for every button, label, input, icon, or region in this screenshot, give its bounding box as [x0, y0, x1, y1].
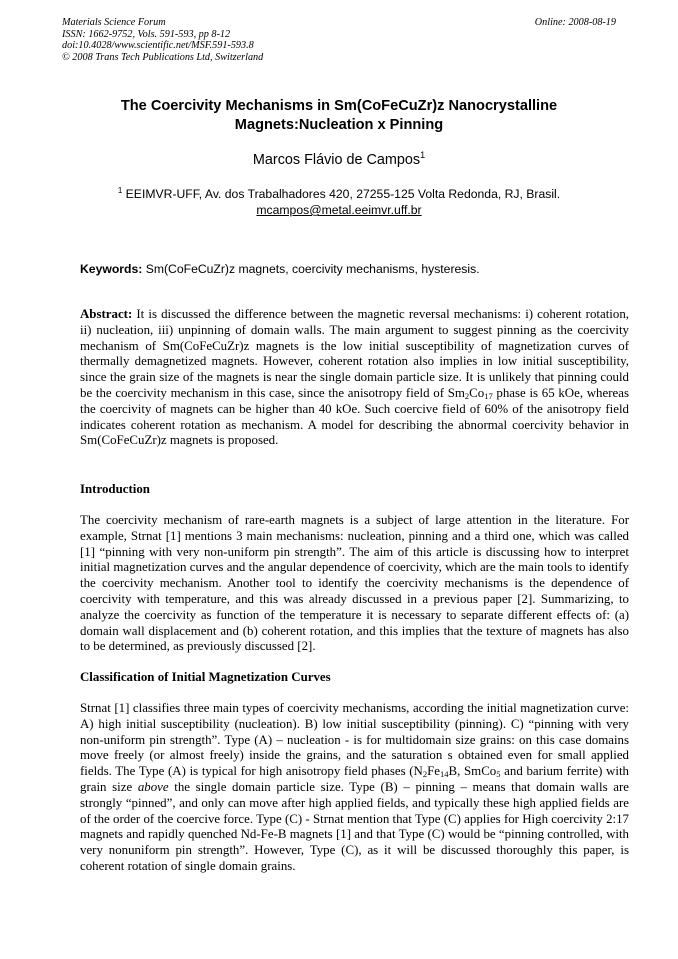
abstract-label: Abstract: [80, 307, 133, 321]
journal-name: Materials Science Forum [62, 17, 166, 28]
classification-text-2: Fe [427, 764, 441, 779]
affiliation [62, 183, 616, 218]
keywords-text: Sm(CoFeCuZr)z magnets, coercivity mechanisms, hysteresis. [142, 262, 480, 276]
abstract [80, 307, 629, 449]
abstract-sub-1: 2 [464, 390, 470, 401]
journal-copyright: © 2008 Trans Tech Publications Ltd, Switzerland [62, 51, 264, 63]
author-superscript: 1 [420, 150, 426, 160]
classification-heading: Classification of Initial Magnetization Curves [80, 670, 331, 684]
paper-title [62, 97, 616, 135]
title-line-1: The Coercivity Mechanisms in Sm(CoFeCuZr)z Nanocrystalline [120, 98, 558, 114]
classification-text-4: and barium ferrite) with grain size [80, 764, 629, 794]
introduction-text: The coercivity mechanism of rare-earth magnets is a subject of large attention in the literature. For example, Strnat [1] mentions 3 main mechanisms: nucleation, pinning and a third one, which was called [1] “pinning with very non-uniform pin strength”. The aim of this article is discussing how to interpret initial magnetization curves and the angular dependence of coercivity, which are the main tools to identify the coercivity mechanism. Another tool to identify the coercivity mechanisms is the dependence of coercivity with temperature, and this was already discussed in a previous paper [2]. Summarizing, to analyze the coercivity as function of the temperature it is necessary to separate different effects of: (a) domain wall displacement and (b) coherent rotation, and this implies that the texture of magnets has also to be determined, as previously discussed [2]. [80, 513, 629, 654]
classification-text-3: B, SmCo [448, 764, 497, 779]
affiliation-text: EEIMVR-UFF, Av. dos Trabalhadores 420, 27255-125 Volta Redonda, RJ, Brasil. [122, 187, 561, 202]
author [62, 150, 616, 168]
classification-text [80, 701, 629, 875]
introduction-heading: Introduction [80, 482, 150, 496]
abstract-sub-2: 17 [484, 390, 493, 401]
keywords [80, 262, 629, 276]
affiliation-superscript: 1 [117, 186, 123, 195]
online-date: Online: 2008-08-19 [534, 17, 616, 28]
journal-doi: doi:10.4028/www.scientific.net/MSF.591-593.8 [62, 40, 254, 51]
classification-emphasis: above [137, 779, 169, 794]
classification-text-1: Strnat [1] classifies three main types of coercivity mechanisms, according the initial magnetization curve: A) high initial susceptibility (nucleation). B) low initial susceptibility (pinning). C) “pinning with very non-uniform pin strength”. Type (A) – nucleation - is for multidomain size grains: on this case domains move freely (or almost freely) inside the grains, and the saturation s obtained even for small applied fields. The Type (A) is typical for high anisotropy field phases (N [80, 701, 629, 779]
journal-header [62, 17, 263, 63]
keywords-label: Keywords: [80, 262, 143, 276]
title-line-2: Magnets:Nucleation x Pinning [234, 117, 444, 133]
classification-sub-1: 2 [422, 769, 428, 780]
abstract-text-a: It is discussed the difference between the magnetic reversal mechanisms: i) coherent rotation, ii) nucleation, iii) unpinning of domain walls. The main argument to suggest pinning as the coercivity mechanism of Sm(CoFeCuZr)z magnets is the low initial susceptibility of magnetization curves of thermally demagnetized magnets. However, coherent rotation also implies in low initial susceptibility, since the grain size of the magnets is near the single domain particle size. It is unlikely that pinning could be the coercivity mechanism in this case, since the anisotropy field of Sm [80, 307, 629, 400]
abstract-mid: Co [469, 385, 485, 400]
author-name: Marcos Flávio de Campos [252, 151, 421, 168]
classification-sub-2: 14 [440, 769, 449, 780]
journal-issn: ISSN: 1662-9752, Vols. 591-593, pp 8-12 [62, 28, 231, 40]
classification-text-5: the single domain particle size. Type (B) – pinning – means that domain walls are strongly “pinned”, and only can move after high applied fields, and typically these high applied fields are of the order of the coercive force. Type (C) - Strnat mention that Type (C) applies for High coercivity 2:17 magnets and rapidly quenched Nd-Fe-B magnets [1] and that Type (C) would be “pinning controlled, with very nonuniform pin strength”. However, Type (C), as it will be discussed thoroughly this paper, is coherent rotation of single domain grains. [80, 779, 629, 873]
abstract-text-b: phase is 65 kOe, whereas the coercivity of magnets can be higher than 40 kOe. Such coercive field of 60% of the anisotropy field indicates coherent rotation as mechanism. A model for describing the abnormal coercivity behavior in Sm(CoFeCuZr)z magnets is proposed. [80, 385, 629, 448]
classification-sub-3: 5 [496, 769, 501, 780]
author-email-link[interactable]: mcampos@metal.eeimvr.uff.br [256, 203, 422, 218]
